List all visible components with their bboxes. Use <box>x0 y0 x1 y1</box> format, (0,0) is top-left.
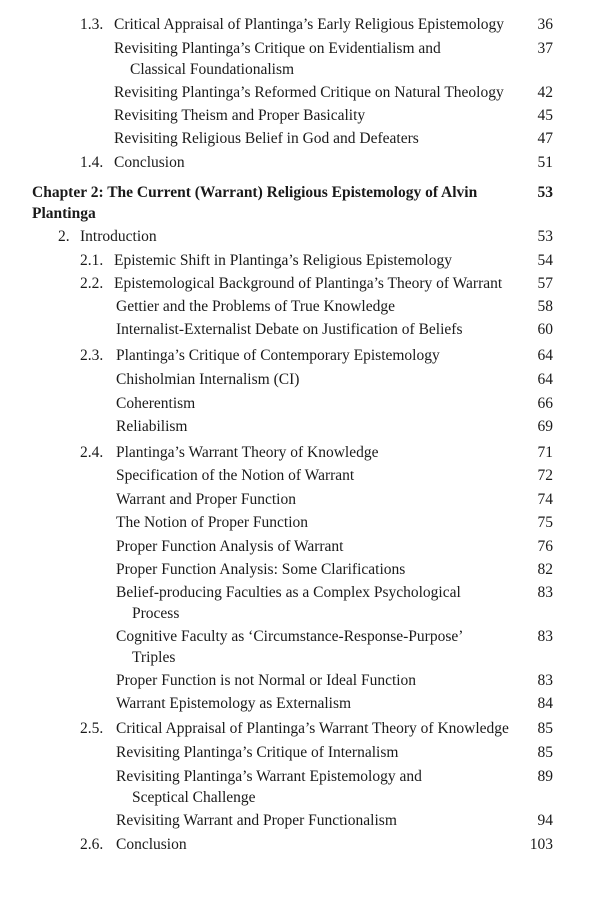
entry-title <box>116 416 515 437</box>
entry-title-line: Plantinga’s Warrant Theory of Knowledge <box>116 444 379 461</box>
page-number: 53 <box>537 184 553 201</box>
page-number: 42 <box>537 84 553 101</box>
entry-title <box>114 38 515 80</box>
page-number: 64 <box>537 347 553 364</box>
entry-title-line: Warrant and Proper Function <box>116 491 296 508</box>
entry-title-line: Plantinga’s Critique of Contemporary Epistemology <box>116 347 440 364</box>
entry-title <box>116 296 515 317</box>
entry-title-line: Internalist-Externalist Debate on Justification of Beliefs <box>116 321 463 338</box>
entry-title <box>114 128 515 149</box>
entry-title <box>116 742 515 763</box>
entry-title <box>114 82 515 103</box>
entry-title <box>116 442 515 463</box>
page-number: 83 <box>537 672 553 689</box>
entry-title <box>32 182 515 224</box>
page-number: 103 <box>529 836 553 853</box>
entry-title-line: Revisiting Warrant and Proper Functionalism <box>116 812 397 829</box>
page-number: 83 <box>537 628 553 645</box>
entry-title <box>114 152 515 173</box>
page-number: 76 <box>537 538 553 555</box>
entry-title-line: Warrant Epistemology as Externalism <box>116 695 352 712</box>
entry-title-continuation: Classical Foundationalism <box>130 61 295 78</box>
entry-title-continuation: Triples <box>132 649 176 666</box>
entry-title <box>116 718 515 739</box>
entry-title <box>116 536 515 557</box>
entry-title-line: Proper Function Analysis of Warrant <box>116 538 344 555</box>
page-number: 60 <box>537 321 553 338</box>
entry-title-line: Belief-producing Faculties as a Complex Psychological <box>116 584 461 601</box>
section-number: 2.2. <box>80 275 104 292</box>
entry-title-line: Conclusion <box>114 154 185 171</box>
entry-title-line: Gettier and the Problems of True Knowledge <box>116 298 395 315</box>
entry-title-line: Revisiting Plantinga’s Reformed Critique on Natural Theology <box>114 84 504 101</box>
entry-title <box>116 319 515 340</box>
entry-title <box>80 226 515 247</box>
section-number: 1.3. <box>80 16 104 33</box>
page-number: 82 <box>537 561 553 578</box>
entry-title <box>116 512 515 533</box>
page-number: 51 <box>537 154 553 171</box>
entry-title-line: Epistemic Shift in Plantinga’s Religious Epistemology <box>114 252 452 269</box>
page-number: 53 <box>537 228 553 245</box>
entry-title <box>116 345 515 366</box>
page-number: 37 <box>537 40 553 57</box>
page-number: 89 <box>537 768 553 785</box>
entry-title <box>116 766 515 808</box>
entry-title-line: Critical Appraisal of Plantinga’s Early Religious Epistemology <box>114 16 505 33</box>
page-number: 47 <box>537 130 553 147</box>
entry-title <box>114 273 515 294</box>
section-number: 2.1. <box>80 252 104 269</box>
entry-title-line: Proper Function is not Normal or Ideal Function <box>116 672 417 689</box>
entry-title <box>114 105 515 126</box>
entry-title-line: Coherentism <box>116 395 196 412</box>
entry-title-line: Reliabilism <box>116 418 188 435</box>
entry-title <box>116 489 515 510</box>
entry-title-line: Cognitive Faculty as ‘Circumstance-Response-Purpose’ <box>116 628 464 645</box>
entry-title-line: Revisiting Theism and Proper Basicality <box>114 107 366 124</box>
page-number: 74 <box>537 491 553 508</box>
page-number: 85 <box>537 744 553 761</box>
section-number: 2.3. <box>80 347 104 364</box>
entry-title <box>116 465 515 486</box>
page-number: 58 <box>537 298 553 315</box>
entry-title <box>116 670 515 691</box>
section-number: 1.4. <box>80 154 104 171</box>
page-number: 66 <box>537 395 553 412</box>
page-number: 64 <box>537 371 553 388</box>
entry-title-line: Chapter 2: The Current (Warrant) Religious Epistemology of Alvin <box>32 184 478 201</box>
entry-title <box>116 626 515 668</box>
page-number: 36 <box>537 16 553 33</box>
entry-title-line: Revisiting Plantinga’s Critique of Internalism <box>116 744 399 761</box>
entry-title-line: Specification of the Notion of Warrant <box>116 467 355 484</box>
page-number: 75 <box>537 514 553 531</box>
entry-title-continuation: Sceptical Challenge <box>132 789 256 806</box>
entry-title <box>116 369 515 390</box>
page-number: 85 <box>537 720 553 737</box>
entry-title-line: Revisiting Religious Belief in God and Defeaters <box>114 130 419 147</box>
section-number: 2. <box>58 228 70 245</box>
entry-title-line: Proper Function Analysis: Some Clarifications <box>116 561 406 578</box>
page-number: 83 <box>537 584 553 601</box>
section-number: 2.4. <box>80 444 104 461</box>
entry-title <box>116 582 515 624</box>
entry-title-line: Introduction <box>80 228 157 245</box>
entry-title <box>116 559 515 580</box>
entry-title-line: Revisiting Plantinga’s Critique on Evidentialism and <box>114 40 441 57</box>
entry-title-continuation: Plantinga <box>32 205 96 222</box>
entry-title-line: Conclusion <box>116 836 187 853</box>
section-number: 2.6. <box>80 836 104 853</box>
page-number: 72 <box>537 467 553 484</box>
page-number: 84 <box>537 695 553 712</box>
entry-title-line: Revisiting Plantinga’s Warrant Epistemology and <box>116 768 422 785</box>
entry-title <box>116 693 515 714</box>
entry-title-line: Critical Appraisal of Plantinga’s Warrant Theory of Knowledge <box>116 720 509 737</box>
page-number: 45 <box>537 107 553 124</box>
entry-title-line: Chisholmian Internalism (CI) <box>116 371 300 388</box>
entry-title <box>114 250 515 271</box>
entry-title-continuation: Process <box>132 605 180 622</box>
entry-title-line: Epistemological Background of Plantinga’s Theory of Warrant <box>114 275 503 292</box>
entry-title-line: The Notion of Proper Function <box>116 514 309 531</box>
page-number: 71 <box>537 444 553 461</box>
section-number: 2.5. <box>80 720 104 737</box>
page-number: 94 <box>537 812 553 829</box>
entry-title <box>116 834 515 855</box>
entry-title <box>114 14 515 35</box>
entry-title <box>116 810 515 831</box>
page-number: 69 <box>537 418 553 435</box>
page-number: 57 <box>537 275 553 292</box>
entry-title <box>116 393 515 414</box>
page-number: 54 <box>537 252 553 269</box>
